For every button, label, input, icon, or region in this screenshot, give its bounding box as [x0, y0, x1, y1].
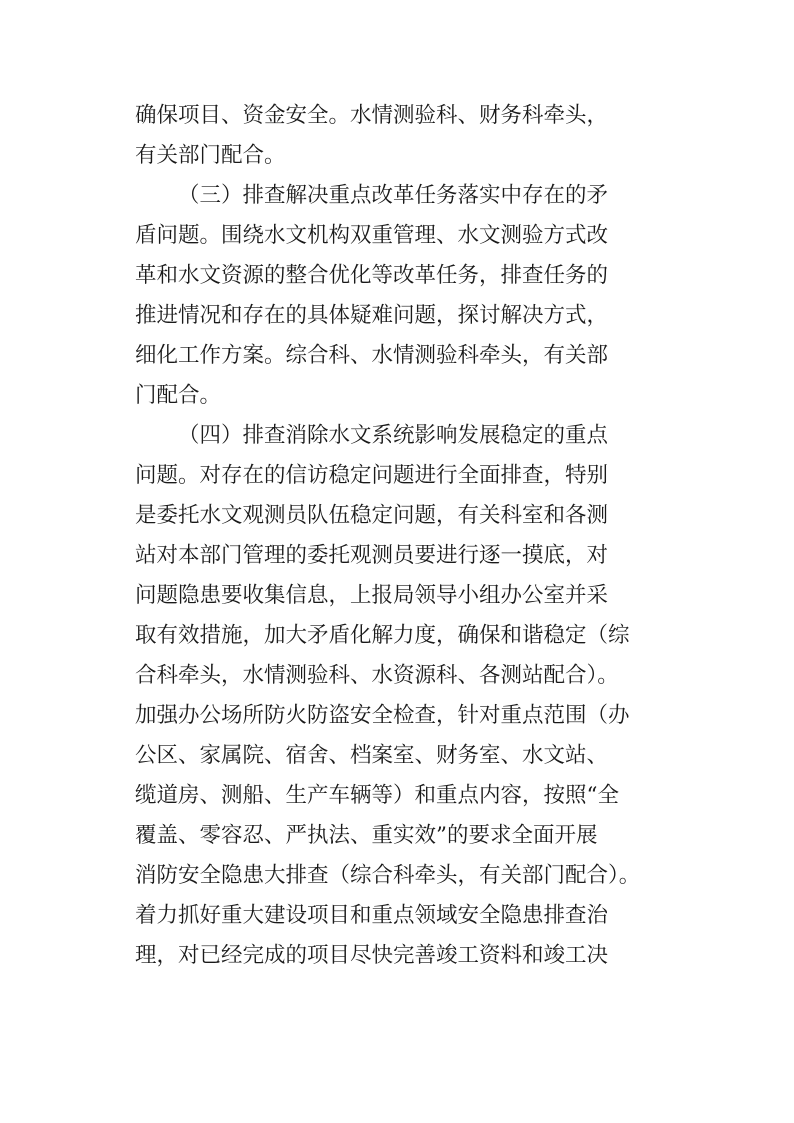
text-line: 取有效措施，加大矛盾化解力度，确保和谐稳定（综 [135, 623, 630, 648]
text-line: 门配合。 [135, 383, 222, 408]
text-line: 确保项目、资金安全。水情测验科、财务科牵头， [135, 103, 609, 128]
text-line: 合科牵头，水情测验科、水资源科、各测站配合）。 [135, 663, 619, 688]
text-line: （四）排查消除水文系统影响发展稳定的重点 [178, 423, 609, 448]
text-line: 公区、家属院、宿舍、档案室、财务室、水文站、 [135, 743, 609, 768]
text-line: 问题。对存在的信访稳定问题进行全面排查，特别 [135, 463, 609, 488]
text-line: 着力抓好重大建设项目和重点领域安全隐患排查治 [135, 903, 609, 928]
text-line: （三）排查解决重点改革任务落实中存在的矛 [178, 183, 609, 208]
text-line: 缆道房、测船、生产车辆等）和重点内容，按照“全 [135, 783, 619, 808]
text-line: 理，对已经完成的项目尽快完善竣工资料和竣工决 [135, 943, 609, 968]
text-line: 细化工作方案。综合科、水情测验科牵头，有关部 [135, 343, 609, 368]
text-line: 革和水文资源的整合优化等改革任务，排查任务的 [135, 263, 609, 288]
text-line: 消防安全隐患大排查（综合科牵头，有关部门配合）。 [135, 863, 641, 888]
text-line: 是委托水文观测员队伍稳定问题，有关科室和各测 [135, 503, 609, 528]
text-line: 推进情况和存在的具体疑难问题，探讨解决方式， [135, 303, 609, 328]
text-line: 站对本部门管理的委托观测员要进行逐一摸底，对 [135, 543, 609, 568]
text-line: 有关部门配合。 [135, 143, 286, 168]
text-line: 覆盖、零容忍、严执法、重实效”的要求全面开展 [135, 823, 598, 848]
text-line: 盾问题。围绕水文机构双重管理、水文测验方式改 [135, 223, 609, 248]
body-text [135, 96, 695, 976]
text-line: 加强办公场所防火防盗安全检查，针对重点范围（办 [135, 703, 630, 728]
text-line: 问题隐患要收集信息，上报局领导小组办公室并采 [135, 583, 609, 608]
